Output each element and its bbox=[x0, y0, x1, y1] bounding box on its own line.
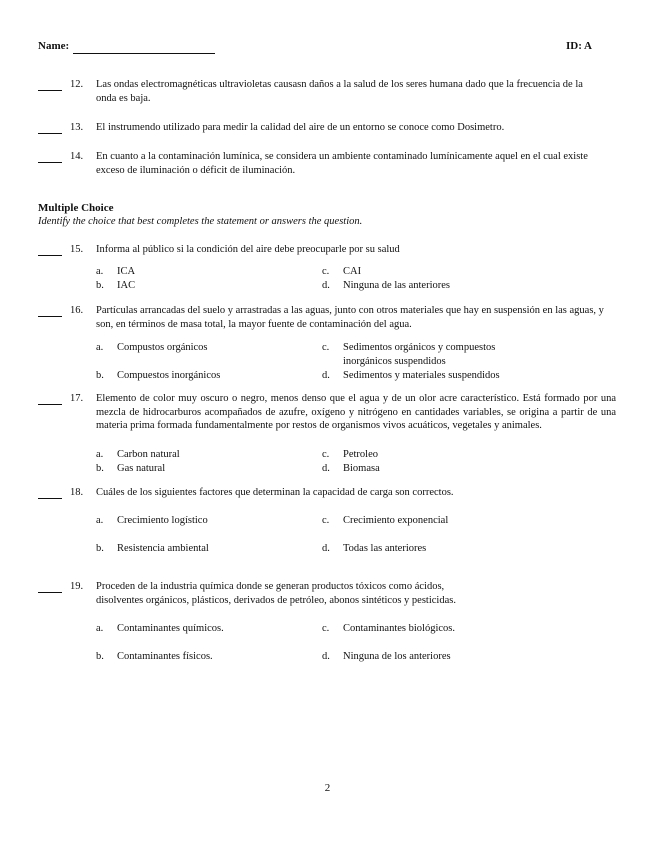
question-text: Elemento de color muy oscuro o negro, menos denso que el agua y de un olor acre característico. Está formado por una mezcla de hidrocarburos acompañados de azufre, oxígeno y nitrógeno en cantidades variables, se origina a partir de una materia prima formada fundamentalmente por restos de organismos vivos acuáticos, vegetales y animales. bbox=[96, 393, 616, 431]
question-number: 16. bbox=[70, 305, 84, 316]
option-letter: b. bbox=[96, 463, 104, 474]
question-number: 14. bbox=[70, 151, 84, 162]
option-letter: c. bbox=[322, 342, 330, 353]
section-instructions: Identify the choice that best completes the statement or answers the question. bbox=[38, 216, 363, 227]
question-number: 15. bbox=[70, 244, 84, 255]
answer-blank-16[interactable] bbox=[38, 316, 62, 317]
option-a[interactable]: Carbon natural bbox=[117, 449, 180, 460]
option-c[interactable]: Contaminantes biológicos. bbox=[343, 623, 455, 634]
answer-blank-19[interactable] bbox=[38, 592, 62, 593]
question-number: 13. bbox=[70, 122, 84, 133]
question-text: Partículas arrancadas del suelo y arrastradas a las aguas, junto con otros materiales que hay en suspensión en las aguas, y son, en términos de masa total, la mayor fuente de contaminación del agua. bbox=[96, 305, 604, 330]
question-text: El instrumendo utilizado para medir la calidad del aire de un entorno se conoce como Dosimetro. bbox=[96, 122, 505, 133]
option-letter: d. bbox=[322, 280, 330, 291]
answer-blank-17[interactable] bbox=[38, 404, 62, 405]
option-b[interactable]: Compuestos inorgánicos bbox=[117, 370, 221, 381]
option-letter: a. bbox=[96, 266, 104, 277]
option-letter: b. bbox=[96, 543, 104, 554]
answer-blank-12[interactable] bbox=[38, 90, 62, 91]
name-field-label bbox=[38, 40, 215, 54]
question-text: Informa al público si la condición del aire debe preocuparle por su salud bbox=[96, 244, 400, 255]
option-letter: b. bbox=[96, 280, 104, 291]
option-c[interactable]: CAI bbox=[343, 266, 362, 277]
page-number: 2 bbox=[324, 782, 331, 794]
answer-blank-13[interactable] bbox=[38, 133, 62, 134]
question-text: Cuáles de los siguientes factores que determinan la capacidad de carga son correctos. bbox=[96, 487, 454, 498]
option-letter: c. bbox=[322, 449, 330, 460]
answer-blank-18[interactable] bbox=[38, 498, 62, 499]
option-letter: c. bbox=[322, 515, 330, 526]
option-a[interactable]: ICA bbox=[117, 266, 136, 277]
option-letter: d. bbox=[322, 543, 330, 554]
question-number: 17. bbox=[70, 393, 84, 404]
option-b[interactable]: Resistencia ambiental bbox=[117, 543, 209, 554]
option-d[interactable]: Ninguna de las anteriores bbox=[343, 280, 451, 291]
option-a[interactable]: Compustos orgánicos bbox=[117, 342, 208, 353]
option-d[interactable]: Biomasa bbox=[343, 463, 380, 474]
name-blank-line[interactable] bbox=[73, 42, 215, 54]
option-c[interactable]: Sedimentos orgánicos y compuestos inorgánicos suspendidos bbox=[343, 342, 496, 367]
option-b[interactable]: Contaminantes físicos. bbox=[117, 651, 213, 662]
option-letter: d. bbox=[322, 370, 330, 381]
option-letter: d. bbox=[322, 463, 330, 474]
option-letter: c. bbox=[322, 266, 330, 277]
option-letter: b. bbox=[96, 370, 104, 381]
option-a[interactable]: Crecimiento logístico bbox=[117, 515, 208, 526]
option-letter: a. bbox=[96, 623, 104, 634]
option-letter: a. bbox=[96, 515, 104, 526]
option-d[interactable]: Ninguna de los anteriores bbox=[343, 651, 451, 662]
question-number: 18. bbox=[70, 487, 84, 498]
option-letter: a. bbox=[96, 342, 104, 353]
question-number: 12. bbox=[70, 79, 84, 90]
option-a[interactable]: Contaminantes químicos. bbox=[117, 623, 224, 634]
question-text: En cuanto a la contaminación lumínica, se considera un ambiente contaminado lumínicamente aquel en el cual existe exceso de iluminación o déficit de iluminación. bbox=[96, 151, 588, 176]
name-label-text: Name: bbox=[38, 40, 70, 52]
option-b[interactable]: IAC bbox=[117, 280, 136, 291]
answer-blank-14[interactable] bbox=[38, 162, 62, 163]
question-number: 19. bbox=[70, 581, 84, 592]
option-letter: a. bbox=[96, 449, 104, 460]
question-text: Proceden de la industria química donde se generan productos tóxicos como ácidos, disolventes orgánicos, plásticos, derivados de petróleo, abonos sintéticos y pesticidas. bbox=[96, 581, 456, 606]
option-letter: d. bbox=[322, 651, 330, 662]
option-c[interactable]: Crecimiento exponencial bbox=[343, 515, 449, 526]
id-label: ID: A bbox=[566, 40, 592, 52]
option-d[interactable]: Sedimentos y materiales suspendidos bbox=[343, 370, 500, 381]
answer-blank-15[interactable] bbox=[38, 255, 62, 256]
question-text: Las ondas electromagnéticas ultravioletas causasn daños a la salud de los seres humana dado que la frecuencia de la onda es baja. bbox=[96, 79, 583, 104]
option-d[interactable]: Todas las anteriores bbox=[343, 543, 427, 554]
option-letter: b. bbox=[96, 651, 104, 662]
option-letter: c. bbox=[322, 623, 330, 634]
section-title: Multiple Choice bbox=[38, 202, 114, 214]
option-c[interactable]: Petroleo bbox=[343, 449, 378, 460]
option-b[interactable]: Gas natural bbox=[117, 463, 166, 474]
